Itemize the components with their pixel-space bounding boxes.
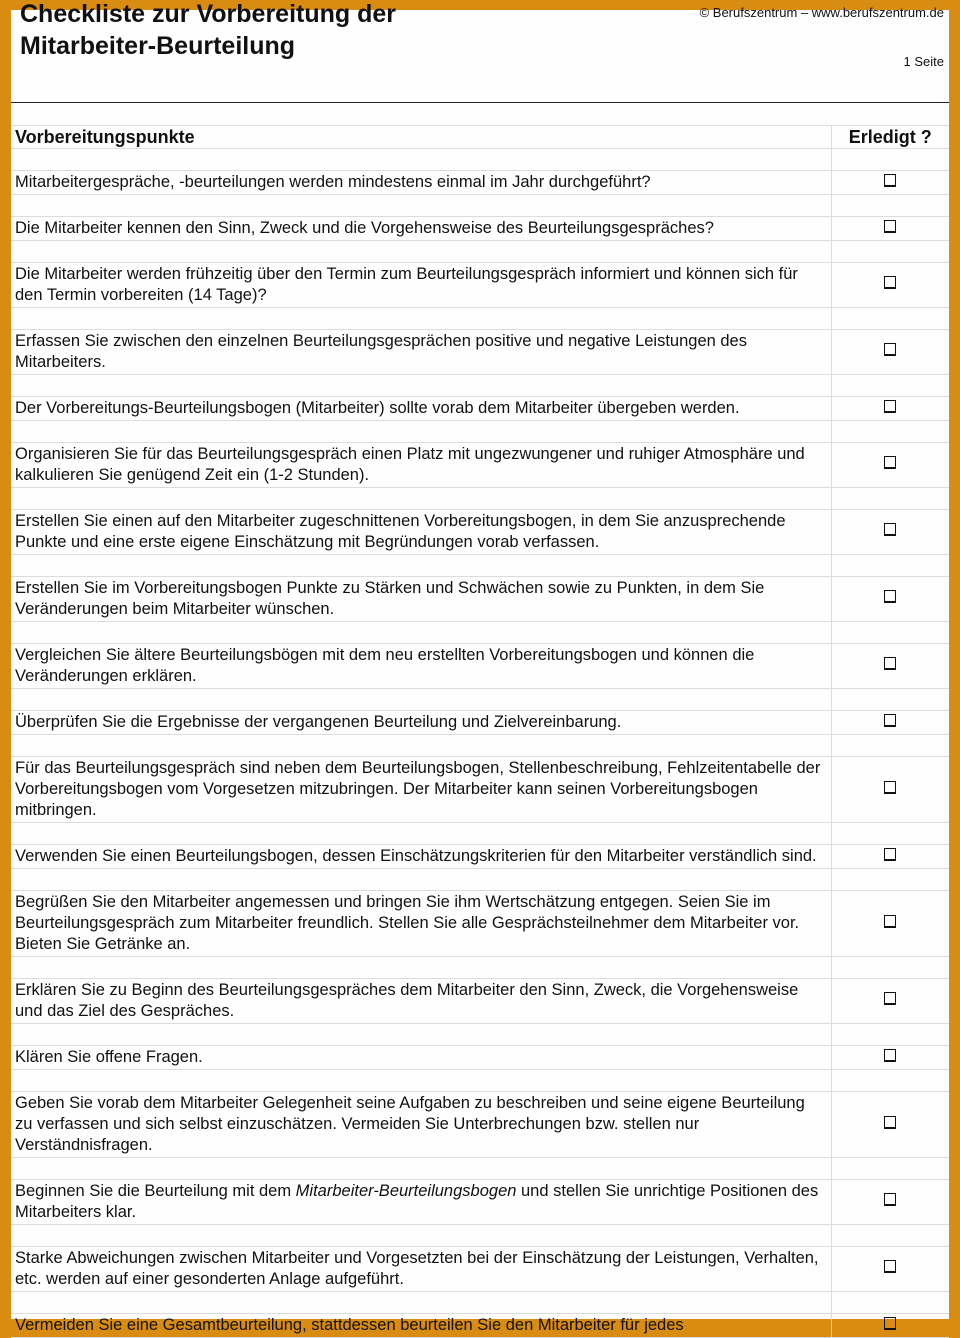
spacer-cell — [831, 735, 949, 757]
checklist-item-text: Erfassen Sie zwischen den einzelnen Beurteilungsgesprächen positive und negative Leistungen des Mitarbeiters. — [11, 330, 831, 375]
table-spacer-row — [11, 308, 949, 330]
spacer-cell — [11, 1070, 831, 1092]
checkbox[interactable] — [884, 343, 896, 356]
checkbox[interactable] — [884, 400, 896, 413]
done-cell — [831, 1314, 949, 1338]
checklist-item-text: Erklären Sie zu Beginn des Beurteilungsgespräches dem Mitarbeiter den Sinn, Zweck, die Vorgehensweise und das Ziel des Gespräches. — [11, 979, 831, 1024]
spacer-cell — [831, 421, 949, 443]
checklist-item-text: Die Mitarbeiter kennen den Sinn, Zweck und die Vorgehensweise des Beurteilungsgespräches? — [11, 217, 831, 241]
done-cell — [831, 510, 949, 555]
done-cell — [831, 1180, 949, 1225]
spacer-cell — [11, 375, 831, 397]
table-row — [11, 217, 949, 241]
spacer-cell — [831, 308, 949, 330]
spacer-cell — [11, 689, 831, 711]
table-spacer-row — [11, 195, 949, 217]
spacer-cell — [831, 1024, 949, 1046]
done-cell — [831, 711, 949, 735]
spacer-cell — [831, 488, 949, 510]
table-row — [11, 330, 949, 375]
checklist-item-text — [11, 1180, 831, 1225]
checklist-item-text: Geben Sie vorab dem Mitarbeiter Gelegenheit seine Aufgaben zu beschreiben und seine eigene Beurteilung zu verfassen und sich selbst einzuschätzen. Vermeiden Sie Unterbrechungen bzw. stellen nur Verständnisfragen. — [11, 1092, 831, 1158]
table-spacer-row — [11, 1158, 949, 1180]
spacer-cell — [831, 957, 949, 979]
spacer-cell — [831, 241, 949, 263]
column-header-done: Erledigt ? — [831, 126, 949, 149]
checkbox[interactable] — [884, 714, 896, 727]
document-name: Mitarbeiter-Beurteilungsbogen — [295, 1182, 517, 1200]
done-cell — [831, 757, 949, 823]
checklist-item-text: Verwenden Sie einen Beurteilungsbogen, dessen Einschätzungskriterien für den Mitarbeiter verständlich sind. — [11, 845, 831, 869]
spacer-cell — [11, 957, 831, 979]
table-spacer-row — [11, 957, 949, 979]
column-header-points: Vorbereitungspunkte — [11, 126, 831, 149]
spacer-cell — [831, 622, 949, 644]
spacer-cell — [831, 195, 949, 217]
table-spacer-row — [11, 869, 949, 891]
spacer-cell — [11, 1225, 831, 1247]
checkbox[interactable] — [884, 915, 896, 928]
checkbox[interactable] — [884, 276, 896, 289]
done-cell — [831, 171, 949, 195]
checkbox[interactable] — [884, 174, 896, 187]
spacer-cell — [11, 241, 831, 263]
checklist-item-text: Begrüßen Sie den Mitarbeiter angemessen und bringen Sie ihm Wertschätzung entgegen. Seien Sie im Beurteilungsgespräch zum Mitarbeiter freundlich. Stellen Sie alle Gesprächsteilnehmer dem Mitarbeiter vor. Bieten Sie Getränke an. — [11, 891, 831, 957]
table-spacer-row — [11, 1225, 949, 1247]
checkbox[interactable] — [884, 220, 896, 233]
table-row — [11, 1046, 949, 1070]
table-row — [11, 891, 949, 957]
checklist-item-text: Erstellen Sie einen auf den Mitarbeiter zugeschnittenen Vorbereitungsbogen, in dem Sie anzusprechende Punkte und eine erste eigene Einschätzung mit Begründungen vorab verfassen. — [11, 510, 831, 555]
table-row — [11, 1180, 949, 1225]
table-row — [11, 1247, 949, 1292]
checklist-item-text: Für das Beurteilungsgespräch sind neben dem Beurteilungsbogen, Stellenbeschreibung, Fehlzeitentabelle der Vorbereitungsbogen vom Vorgesetzen mitzubringen. Der Mitarbeiter kann seinen Vorbereitungsbogen mitbringen. — [11, 757, 831, 823]
table-spacer-row — [11, 241, 949, 263]
title-line-1: Checkliste zur Vorbereitung der — [20, 0, 397, 28]
table-spacer-row — [11, 375, 949, 397]
table-row — [11, 443, 949, 488]
spacer-cell — [11, 308, 831, 330]
spacer-cell — [11, 488, 831, 510]
table-row — [11, 757, 949, 823]
checklist-item-text: Überprüfen Sie die Ergebnisse der vergangenen Beurteilung und Zielvereinbarung. — [11, 711, 831, 735]
done-cell — [831, 1247, 949, 1292]
table-spacer-row — [11, 555, 949, 577]
spacer-cell — [831, 689, 949, 711]
spacer-cell — [831, 1292, 949, 1314]
checkbox[interactable] — [884, 590, 896, 603]
table-spacer-row — [11, 622, 949, 644]
spacer-cell — [831, 555, 949, 577]
checklist-table — [11, 125, 949, 1338]
done-cell — [831, 845, 949, 869]
checkbox[interactable] — [884, 523, 896, 536]
spacer-cell — [831, 823, 949, 845]
checkbox[interactable] — [884, 1260, 896, 1273]
spacer-cell — [831, 375, 949, 397]
spacer-cell — [11, 869, 831, 891]
checkbox[interactable] — [884, 848, 896, 861]
checklist-item-text: Die Mitarbeiter werden frühzeitig über den Termin zum Beurteilungsgespräch informiert und können sich für den Termin vorbereiten (14 Tage)? — [11, 263, 831, 308]
checklist-item-text: Organisieren Sie für das Beurteilungsgespräch einen Platz mit ungezwungener und ruhiger Atmosphäre und kalkulieren Sie genügend Zeit ein (1-2 Stunden). — [11, 443, 831, 488]
checkbox[interactable] — [884, 1317, 896, 1330]
table-spacer-row — [11, 735, 949, 757]
spacer-cell — [831, 1070, 949, 1092]
checkbox[interactable] — [884, 456, 896, 469]
spacer-cell — [11, 823, 831, 845]
checkbox[interactable] — [884, 781, 896, 794]
spacer-cell — [831, 149, 949, 171]
checklist-item-text: Klären Sie offene Fragen. — [11, 1046, 831, 1070]
table-spacer-row — [11, 149, 949, 171]
done-cell — [831, 979, 949, 1024]
checklist-item-text: Mitarbeitergespräche, -beurteilungen werden mindestens einmal im Jahr durchgeführt? — [11, 171, 831, 195]
table-row — [11, 263, 949, 308]
checklist-item-text: Erstellen Sie im Vorbereitungsbogen Punkte zu Stärken und Schwächen sowie zu Punkten, in dem Sie Veränderungen beim Mitarbeiter wünschen. — [11, 577, 831, 622]
done-cell — [831, 1092, 949, 1158]
checklist-text-part: und stellen Sie unrichtige Positionen des Mitarbeiters klar. — [15, 1182, 819, 1221]
checkbox[interactable] — [884, 1193, 896, 1206]
spacer-cell — [11, 421, 831, 443]
checklist-item-text: Der Vorbereitungs-Beurteilungsbogen (Mitarbeiter) sollte vorab dem Mitarbeiter übergeben werden. — [11, 397, 831, 421]
checklist-item-text: Vergleichen Sie ältere Beurteilungsbögen mit dem neu erstellten Vorbereitungsbogen und können die Veränderungen erklären. — [11, 644, 831, 689]
done-cell — [831, 330, 949, 375]
table-spacer-row — [11, 689, 949, 711]
title-line-2: Mitarbeiter-Beurteilung — [20, 32, 296, 60]
spacer-cell — [831, 1225, 949, 1247]
table-row — [11, 1314, 949, 1338]
copyright-notice: © Berufszentrum – www.berufszentrum.de — [699, 5, 944, 20]
done-cell — [831, 644, 949, 689]
spacer-cell — [11, 149, 831, 171]
table-row — [11, 845, 949, 869]
table-spacer-row — [11, 1024, 949, 1046]
checkbox[interactable] — [884, 657, 896, 670]
table-row — [11, 510, 949, 555]
page-title — [20, 0, 396, 62]
spacer-cell — [11, 622, 831, 644]
checklist-item-text: Vermeiden Sie eine Gesamtbeurteilung, stattdessen beurteilen Sie den Mitarbeiter für jedes — [11, 1314, 831, 1338]
table-row — [11, 577, 949, 622]
spacer-cell — [11, 1292, 831, 1314]
done-cell — [831, 1046, 949, 1070]
done-cell — [831, 397, 949, 421]
done-cell — [831, 263, 949, 308]
checkbox[interactable] — [884, 1116, 896, 1129]
done-cell — [831, 217, 949, 241]
table-row — [11, 711, 949, 735]
checklist-text-part: Beginnen Sie die Beurteilung mit dem — [15, 1182, 296, 1200]
spacer-cell — [11, 1158, 831, 1180]
checklist-body — [11, 126, 949, 1338]
done-cell — [831, 443, 949, 488]
table-spacer-row — [11, 1292, 949, 1314]
checkbox[interactable] — [884, 1049, 896, 1062]
spacer-cell — [11, 735, 831, 757]
table-spacer-row — [11, 421, 949, 443]
header-divider — [11, 102, 949, 103]
spacer-cell — [11, 1024, 831, 1046]
spacer-cell — [11, 555, 831, 577]
spacer-cell — [11, 195, 831, 217]
table-row — [11, 171, 949, 195]
table-row — [11, 979, 949, 1024]
spacer-cell — [831, 869, 949, 891]
table-spacer-row — [11, 1070, 949, 1092]
checklist-item-text: Starke Abweichungen zwischen Mitarbeiter und Vorgesetzten bei der Einschätzung der Leistungen, Verhalten, etc. werden auf einer gesonderten Anlage aufgeführt. — [11, 1247, 831, 1292]
done-cell — [831, 891, 949, 957]
done-cell — [831, 577, 949, 622]
table-spacer-row — [11, 823, 949, 845]
spacer-cell — [831, 1158, 949, 1180]
table-row — [11, 397, 949, 421]
checklist-page — [11, 0, 949, 1334]
table-row — [11, 1092, 949, 1158]
table-header-row — [11, 126, 949, 149]
table-spacer-row — [11, 488, 949, 510]
page-count: 1 Seite — [903, 54, 944, 69]
checkbox[interactable] — [884, 992, 896, 1005]
table-row — [11, 644, 949, 689]
